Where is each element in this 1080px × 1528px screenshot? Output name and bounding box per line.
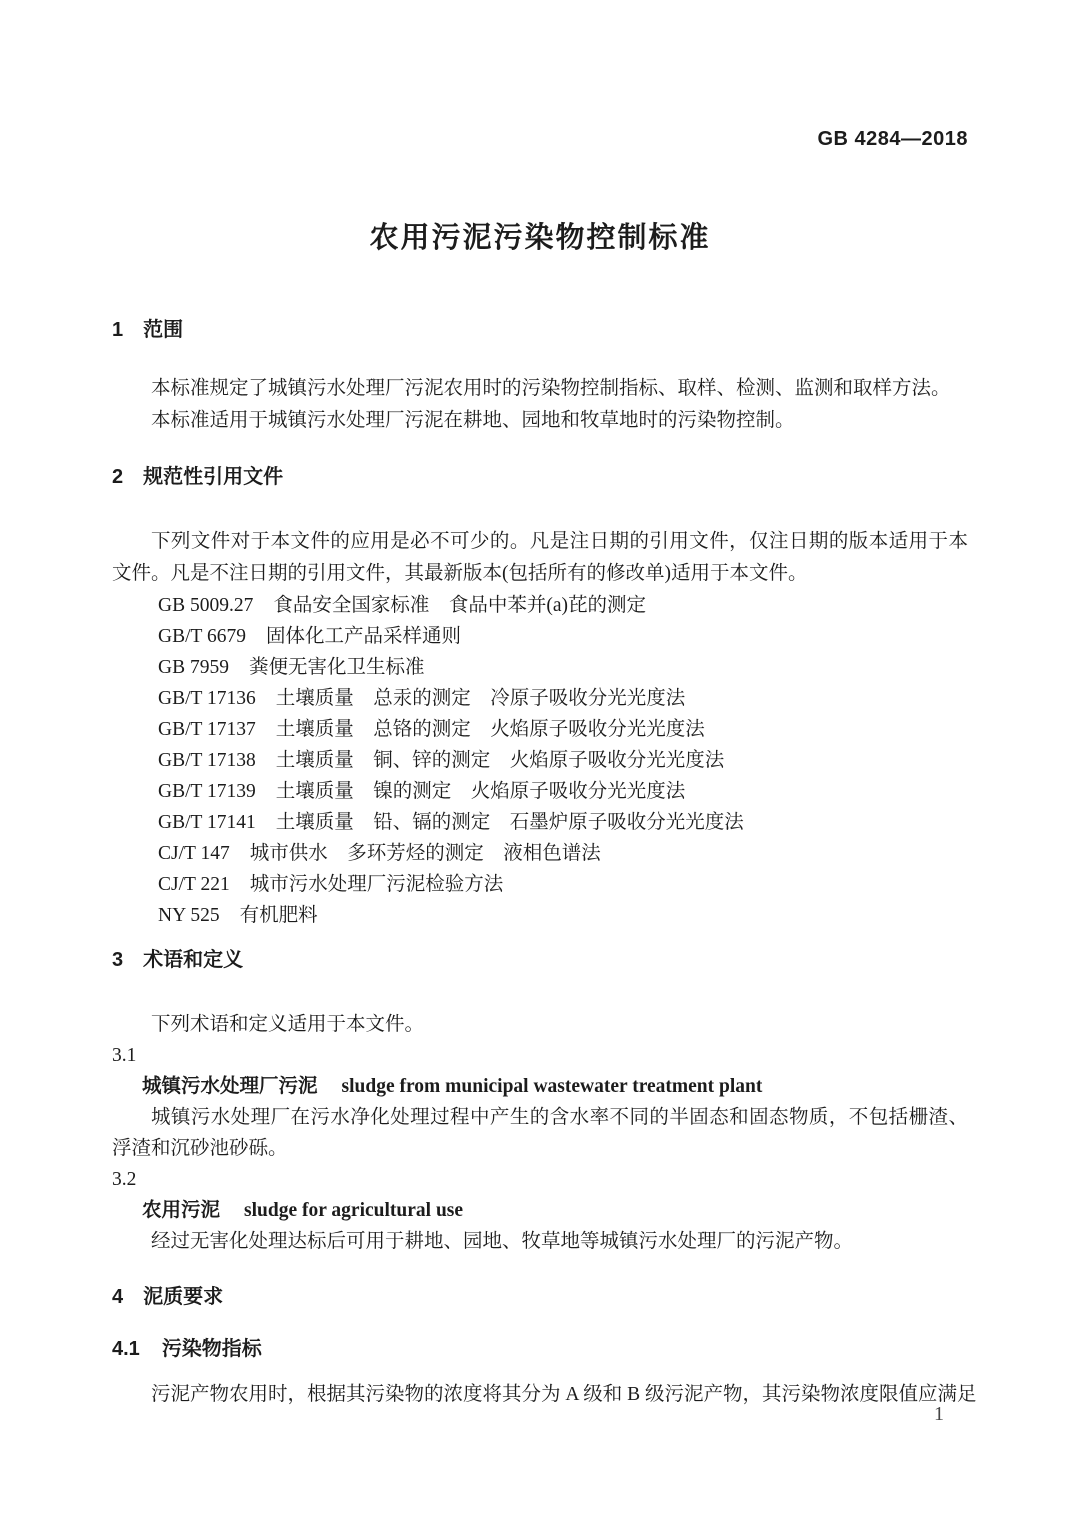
section-3-number: 3 <box>112 949 124 971</box>
reference-code: GB 5009.27 <box>158 595 254 616</box>
reference-item <box>158 869 968 900</box>
term-2-name-en: sludge for agricultural use <box>244 1200 464 1221</box>
reference-item <box>158 838 968 869</box>
section-1-title: 范围 <box>143 319 184 341</box>
reference-title: 食品安全国家标准 食品中苯并(a)芘的测定 <box>273 595 646 616</box>
term-1-name-zh: 城镇污水处理厂污泥 <box>142 1075 318 1097</box>
section-4-1-title: 污染物指标 <box>161 1338 262 1360</box>
terms-intro: 下列术语和定义适用于本文件。 <box>151 1014 425 1035</box>
reference-item <box>158 652 968 683</box>
reference-code: GB/T 17139 <box>158 781 256 802</box>
term-2-name <box>112 1195 968 1226</box>
section-4-title: 泥质要求 <box>143 1286 224 1308</box>
term-2-name-zh: 农用污泥 <box>142 1199 221 1221</box>
standard-number: GB 4284—2018 <box>817 128 968 150</box>
page-content <box>112 0 977 1411</box>
section-1-number: 1 <box>112 319 124 341</box>
reference-title: 粪便无害化卫生标准 <box>248 657 425 678</box>
reference-title: 土壤质量 总铬的测定 火焰原子吸收分光光度法 <box>275 719 705 740</box>
section-3-heading <box>112 947 968 973</box>
reference-title: 土壤质量 总汞的测定 冷原子吸收分光光度法 <box>275 688 686 709</box>
term-2-definition: 经过无害化处理达标后可用于耕地、园地、牧草地等城镇污水处理厂的污泥产物。 <box>151 1231 854 1252</box>
section-4-1-heading <box>112 1337 968 1362</box>
section-4-number: 4 <box>112 1286 124 1308</box>
reference-title: 有机肥料 <box>239 905 318 926</box>
section-1-heading <box>112 317 968 343</box>
term-1-name-en: sludge from municipal wastewater treatment plant <box>341 1076 763 1097</box>
section-4-1-paragraph: 污泥产物农用时，根据其污染物的浓度将其分为 A 级和 B 级污泥产物，其污染物浓度限值应满足 <box>151 1384 977 1405</box>
reference-item <box>158 807 968 838</box>
scope-paragraph-2: 本标准适用于城镇污水处理厂污泥在耕地、园地和牧草地时的污染物控制。 <box>151 410 795 431</box>
section-2-body <box>112 526 968 931</box>
section-2-heading <box>112 464 968 490</box>
reference-code: GB/T 17138 <box>158 750 256 771</box>
reference-title: 土壤质量 镍的测定 火焰原子吸收分光光度法 <box>275 781 686 802</box>
section-3-title: 术语和定义 <box>143 949 244 971</box>
reference-code: GB/T 17137 <box>158 719 256 740</box>
reference-title: 土壤质量 铜、锌的测定 火焰原子吸收分光光度法 <box>275 750 725 771</box>
reference-item <box>158 776 968 807</box>
term-2-number: 3.2 <box>112 1169 137 1190</box>
reference-code: CJ/T 147 <box>158 843 230 864</box>
document-title: 农用污泥污染物控制标准 <box>369 222 711 254</box>
reference-code: GB/T 17141 <box>158 812 256 833</box>
reference-item <box>158 590 968 621</box>
reference-code: NY 525 <box>158 905 220 926</box>
term-1-number: 3.1 <box>112 1045 137 1066</box>
reference-item <box>158 900 968 931</box>
section-1-body <box>112 373 968 437</box>
reference-code: GB/T 6679 <box>158 626 246 647</box>
section-4-1-number: 4.1 <box>112 1338 140 1360</box>
section-2-number: 2 <box>112 466 124 488</box>
references-intro: 下列文件对于本文件的应用是必不可少的。凡是注日期的引用文件，仅注日期的版本适用于本文件。凡是不注日期的引用文件，其最新版本(包括所有的修改单)适用于本文件。 <box>112 531 968 584</box>
reference-item <box>158 745 968 776</box>
reference-code: GB/T 17136 <box>158 688 256 709</box>
reference-code: GB 7959 <box>158 657 229 678</box>
term-1-name <box>112 1071 968 1102</box>
reference-list <box>112 590 968 931</box>
reference-title: 城市污水处理厂污泥检验方法 <box>249 874 504 895</box>
section-3-body <box>112 1009 968 1257</box>
reference-item <box>158 683 968 714</box>
term-1-definition: 城镇污水处理厂在污水净化处理过程中产生的含水率不同的半固态和固态物质，不包括栅渣、浮渣和沉砂池砂砾。 <box>112 1107 968 1159</box>
page-number: 1 <box>934 1403 944 1425</box>
reference-code: CJ/T 221 <box>158 874 230 895</box>
section-4-heading <box>112 1284 968 1310</box>
reference-item <box>158 714 968 745</box>
scope-paragraph-1: 本标准规定了城镇污水处理厂污泥农用时的污染物控制指标、取样、检测、监测和取样方法。 <box>151 378 951 399</box>
section-2-title: 规范性引用文件 <box>143 466 284 488</box>
reference-title: 土壤质量 铅、镉的测定 石墨炉原子吸收分光光度法 <box>275 812 744 833</box>
reference-title: 城市供水 多环芳烃的测定 液相色谱法 <box>249 843 601 864</box>
reference-title: 固体化工产品采样通则 <box>265 626 461 647</box>
reference-item <box>158 621 968 652</box>
